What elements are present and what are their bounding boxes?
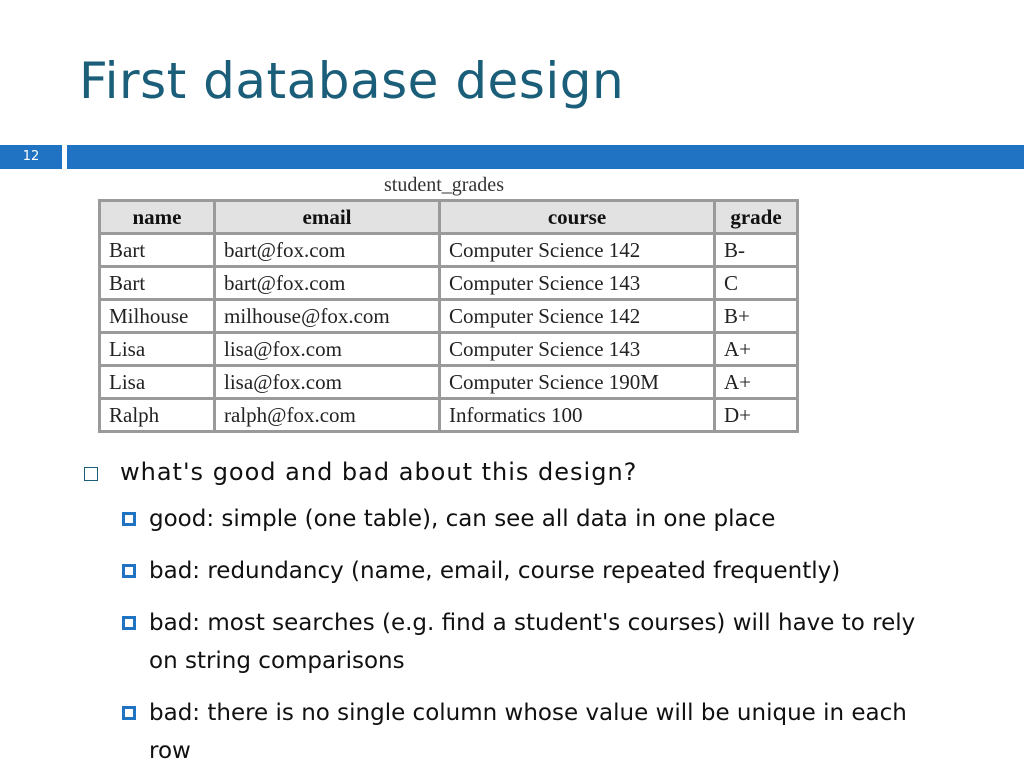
bullet-question [80,458,980,486]
cell-course: Computer Science 143 [440,333,715,366]
cell-course: Computer Science 190M [440,366,715,399]
cell-course: Computer Science 143 [440,267,715,300]
cell-name: Bart [100,267,215,300]
table-row [100,267,798,300]
cell-course: Computer Science 142 [440,234,715,267]
cell-email: bart@fox.com [215,267,440,300]
square-bullet-icon [122,512,136,526]
sub-bullet [122,694,980,770]
cell-grade: A+ [715,366,798,399]
sub-bullet-text: bad: redundancy (name, email, course repeated frequently) [149,558,841,584]
cell-course: Informatics 100 [440,399,715,432]
sub-bullet-text: good: simple (one table), can see all data in one place [149,506,776,532]
cell-name: Lisa [100,366,215,399]
cell-grade: D+ [715,399,798,432]
table-row [100,333,798,366]
cell-name: Lisa [100,333,215,366]
header-course: course [440,201,715,234]
bullet-question-text: what's good and bad about this design? [120,458,638,486]
cell-email: ralph@fox.com [215,399,440,432]
header-email: email [215,201,440,234]
cell-grade: C [715,267,798,300]
header-name: name [100,201,215,234]
square-bullet-icon [122,564,136,578]
sub-bullet-text: bad: there is no single column whose value will be unique in each row [149,700,907,764]
sub-bullet [122,500,980,538]
square-bullet-icon [122,706,136,720]
table-row [100,399,798,432]
cell-email: lisa@fox.com [215,366,440,399]
student-grades-table [98,199,799,433]
table-header-row [100,201,798,234]
hollow-square-bullet-icon [84,467,98,481]
cell-name: Milhouse [100,300,215,333]
cell-course: Computer Science 142 [440,300,715,333]
table-row [100,366,798,399]
cell-grade: A+ [715,333,798,366]
table-caption: student_grades [384,174,504,196]
title-divider-bar [67,145,1024,169]
sub-bullet-text: bad: most searches (e.g. find a student's courses) will have to rely on string comparisons [149,610,916,674]
cell-name: Ralph [100,399,215,432]
header-grade: grade [715,201,798,234]
cell-email: lisa@fox.com [215,333,440,366]
cell-email: milhouse@fox.com [215,300,440,333]
cell-grade: B+ [715,300,798,333]
cell-name: Bart [100,234,215,267]
square-bullet-icon [122,616,136,630]
slide-title: First database design [79,52,625,110]
slide-number: 12 [22,149,40,164]
cell-grade: B- [715,234,798,267]
bullet-list [80,458,980,770]
sub-bullet [122,604,980,680]
table-row [100,300,798,333]
cell-email: bart@fox.com [215,234,440,267]
table-row [100,234,798,267]
sub-bullet [122,552,980,590]
